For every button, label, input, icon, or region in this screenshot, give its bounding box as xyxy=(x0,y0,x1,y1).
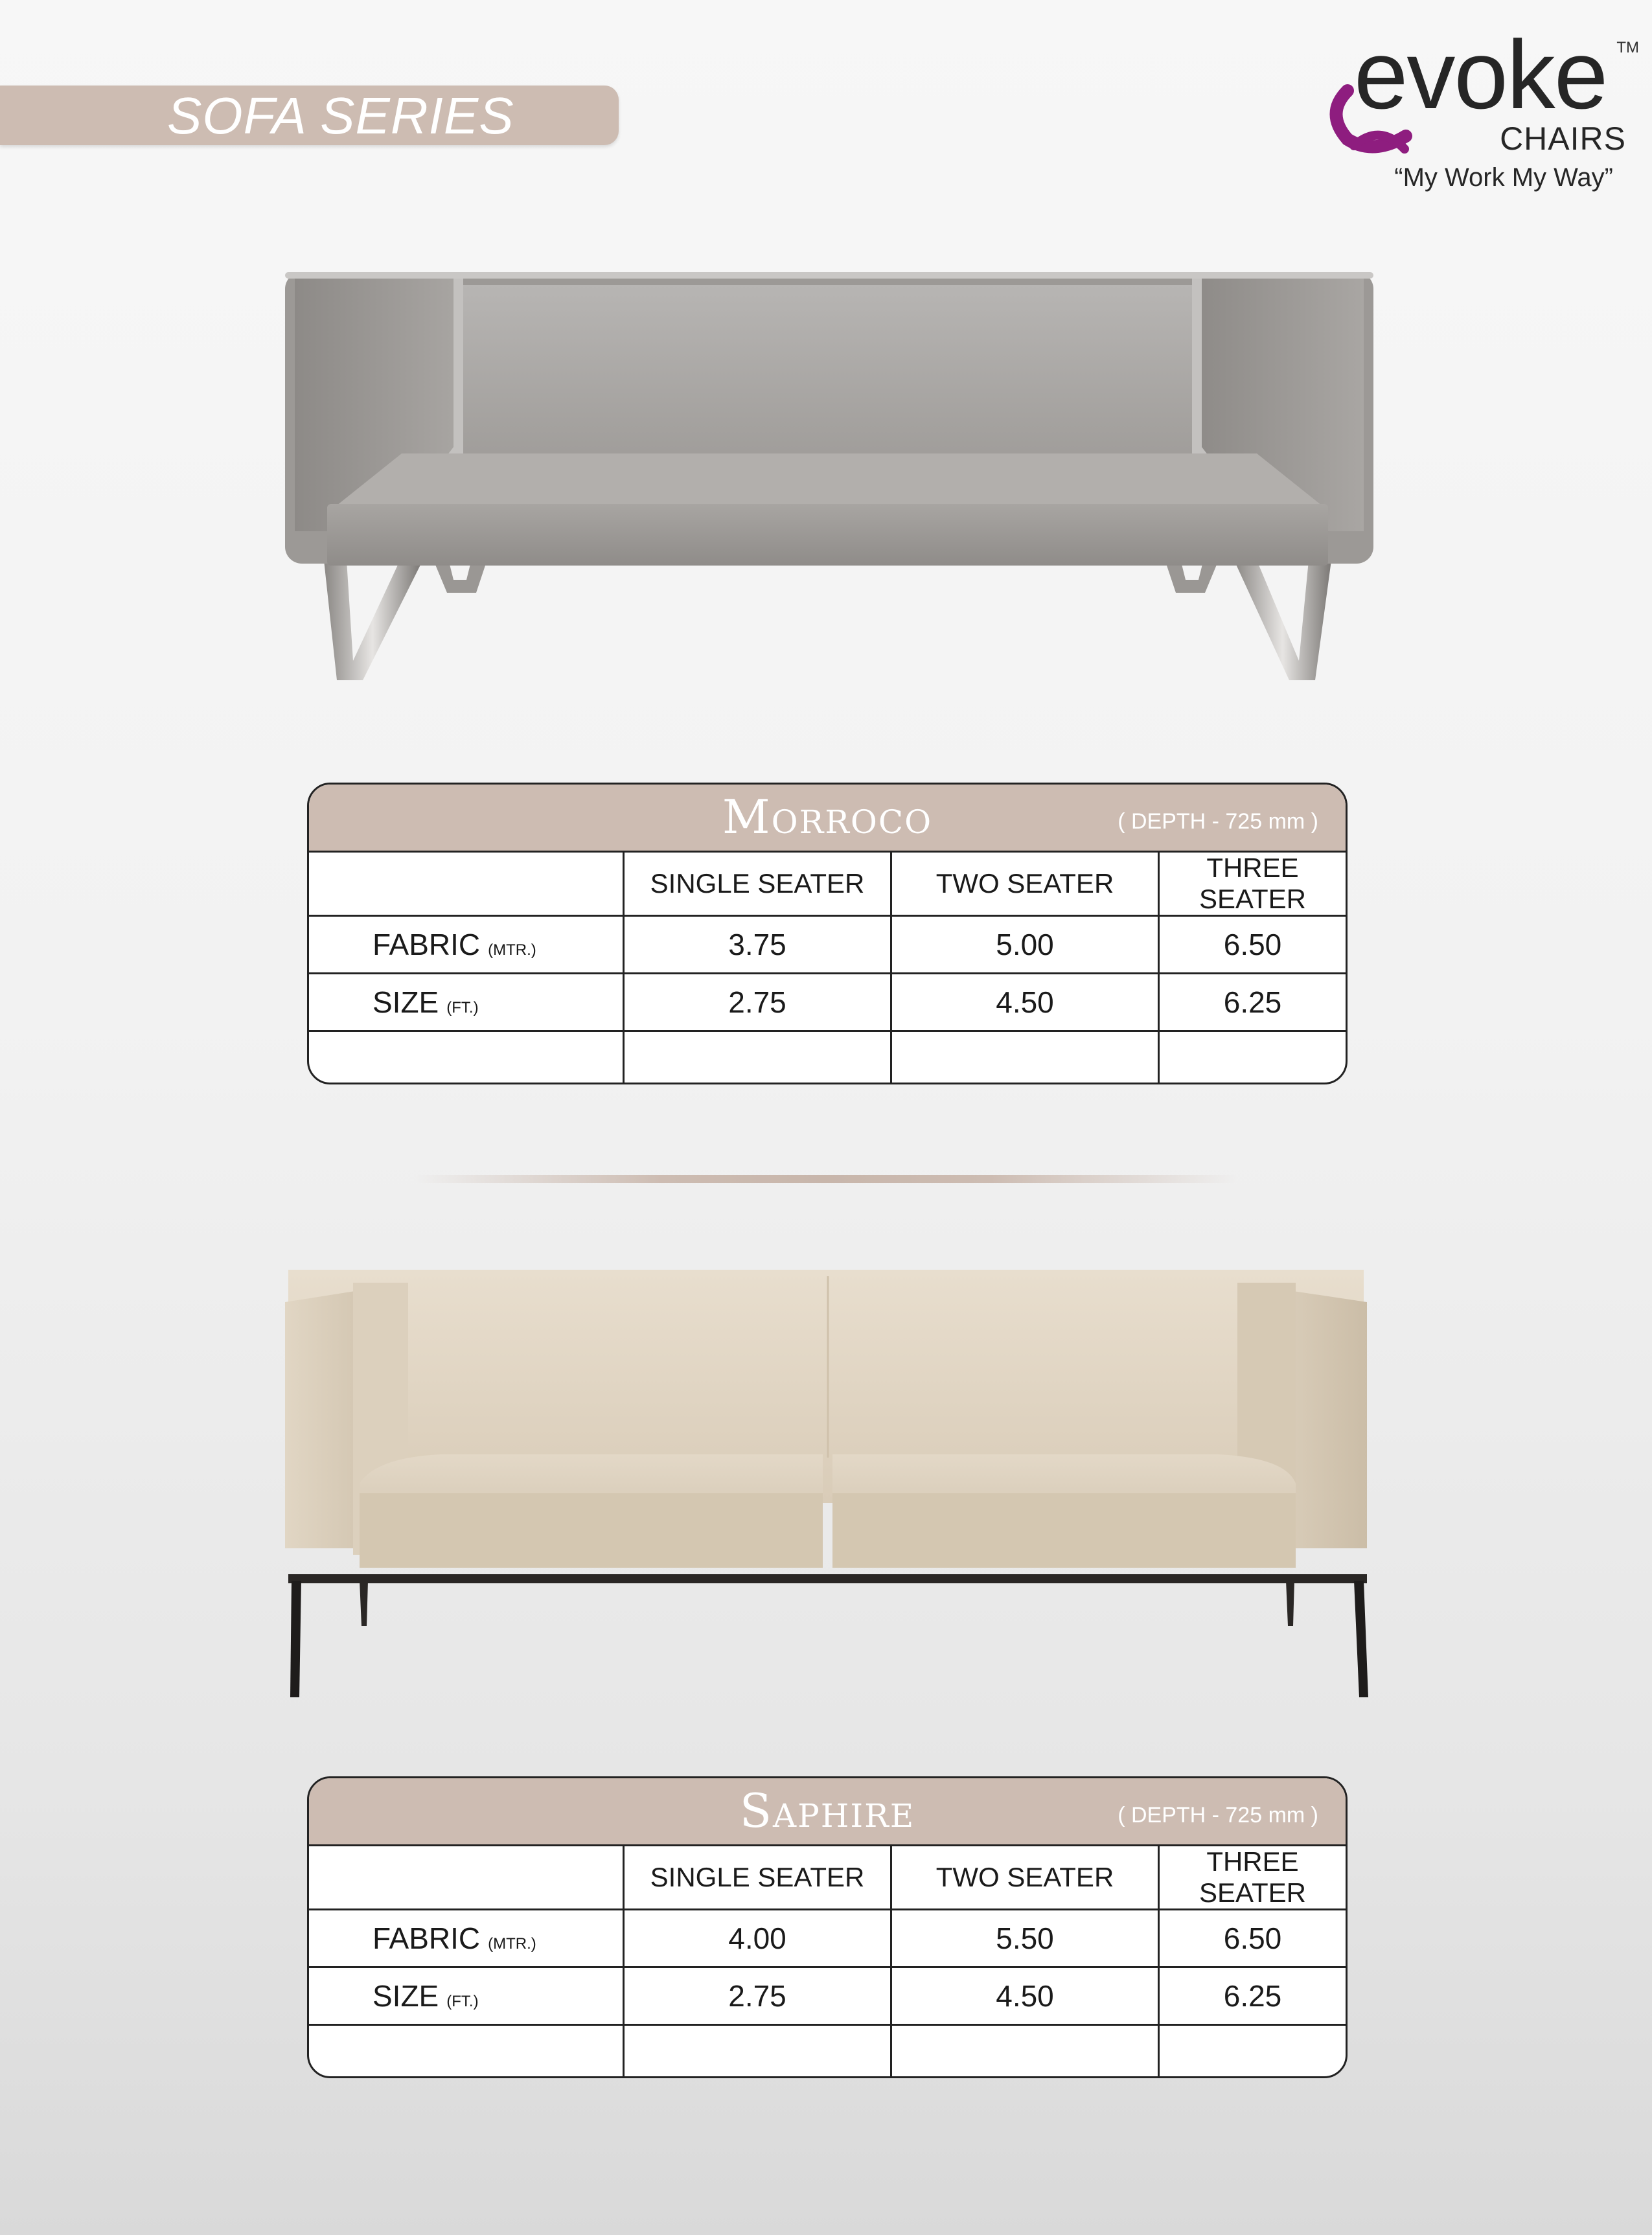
saphire-spec-table xyxy=(307,1776,1348,2078)
column-header: THREE SEATER xyxy=(1159,1846,1346,1910)
spec-header xyxy=(309,1778,1346,1846)
value-cell: 3.75 xyxy=(624,916,891,974)
column-header: THREE SEATER xyxy=(1159,853,1346,916)
value-cell: 4.50 xyxy=(891,974,1159,1031)
value-cell: 5.00 xyxy=(891,916,1159,974)
value-cell: 6.25 xyxy=(1159,974,1346,1031)
product-name: Morroco xyxy=(722,790,933,844)
table-row xyxy=(309,1967,1346,2025)
spec-grid xyxy=(309,1846,1346,2078)
series-title: SOFA SERIES xyxy=(167,87,514,144)
value-cell: 4.00 xyxy=(624,1910,891,1967)
row-unit: (FT.) xyxy=(446,999,479,1016)
table-row xyxy=(309,974,1346,1031)
header-blank-cell xyxy=(309,1846,624,1910)
blank-cell xyxy=(309,2025,624,2078)
blank-cell xyxy=(1159,1031,1346,1084)
blank-cell xyxy=(624,1031,891,1084)
logo-tagline: “My Work My Way” xyxy=(1394,163,1613,192)
row-label-cell xyxy=(309,974,624,1031)
morroco-sofa-image xyxy=(0,259,1652,700)
value-cell: 2.75 xyxy=(624,974,891,1031)
value-cell: 6.50 xyxy=(1159,1910,1346,1967)
value-cell: 6.25 xyxy=(1159,1967,1346,2025)
row-label-cell xyxy=(309,1967,624,2025)
value-cell: 4.50 xyxy=(891,1967,1159,2025)
value-cell: 5.50 xyxy=(891,1910,1159,1967)
row-label: SIZE xyxy=(373,1979,439,2013)
column-header: SINGLE SEATER xyxy=(624,853,891,916)
column-header: TWO SEATER xyxy=(891,853,1159,916)
product-depth: ( DEPTH - 725 mm ) xyxy=(1118,1803,1318,1828)
brand-logo xyxy=(1328,20,1639,220)
value-cell: 2.75 xyxy=(624,1967,891,2025)
row-unit: (MTR.) xyxy=(488,941,536,959)
blank-cell xyxy=(309,1031,624,1084)
column-header: SINGLE SEATER xyxy=(624,1846,891,1910)
blank-cell xyxy=(1159,2025,1346,2078)
logo-wordmark: evoke xyxy=(1354,20,1607,129)
series-banner xyxy=(0,86,619,145)
row-unit: (FT.) xyxy=(446,1993,479,2010)
row-unit: (MTR.) xyxy=(488,1935,536,1953)
saphire-sofa-image xyxy=(0,1263,1652,1704)
column-header: TWO SEATER xyxy=(891,1846,1159,1910)
row-label-cell xyxy=(309,916,624,974)
header-blank-cell xyxy=(309,853,624,916)
table-row xyxy=(309,916,1346,974)
table-row xyxy=(309,1910,1346,1967)
spec-grid xyxy=(309,853,1346,1084)
morroco-spec-table xyxy=(307,783,1348,1084)
product-depth: ( DEPTH - 725 mm ) xyxy=(1118,809,1318,834)
row-label: FABRIC xyxy=(373,928,481,961)
row-label-cell xyxy=(309,1910,624,1967)
logo-trademark: TM xyxy=(1616,39,1639,56)
value-cell: 6.50 xyxy=(1159,916,1346,974)
blank-cell xyxy=(624,2025,891,2078)
blank-row xyxy=(309,1031,1346,1084)
row-label: FABRIC xyxy=(373,1921,481,1955)
blank-cell xyxy=(891,2025,1159,2078)
section-divider xyxy=(415,1175,1237,1183)
product-name: Saphire xyxy=(739,1783,915,1838)
blank-row xyxy=(309,2025,1346,2078)
column-header-row xyxy=(309,853,1346,916)
blank-cell xyxy=(891,1031,1159,1084)
spec-header xyxy=(309,785,1346,853)
logo-subtitle: CHAIRS xyxy=(1500,120,1626,157)
column-header-row xyxy=(309,1846,1346,1910)
row-label: SIZE xyxy=(373,985,439,1019)
